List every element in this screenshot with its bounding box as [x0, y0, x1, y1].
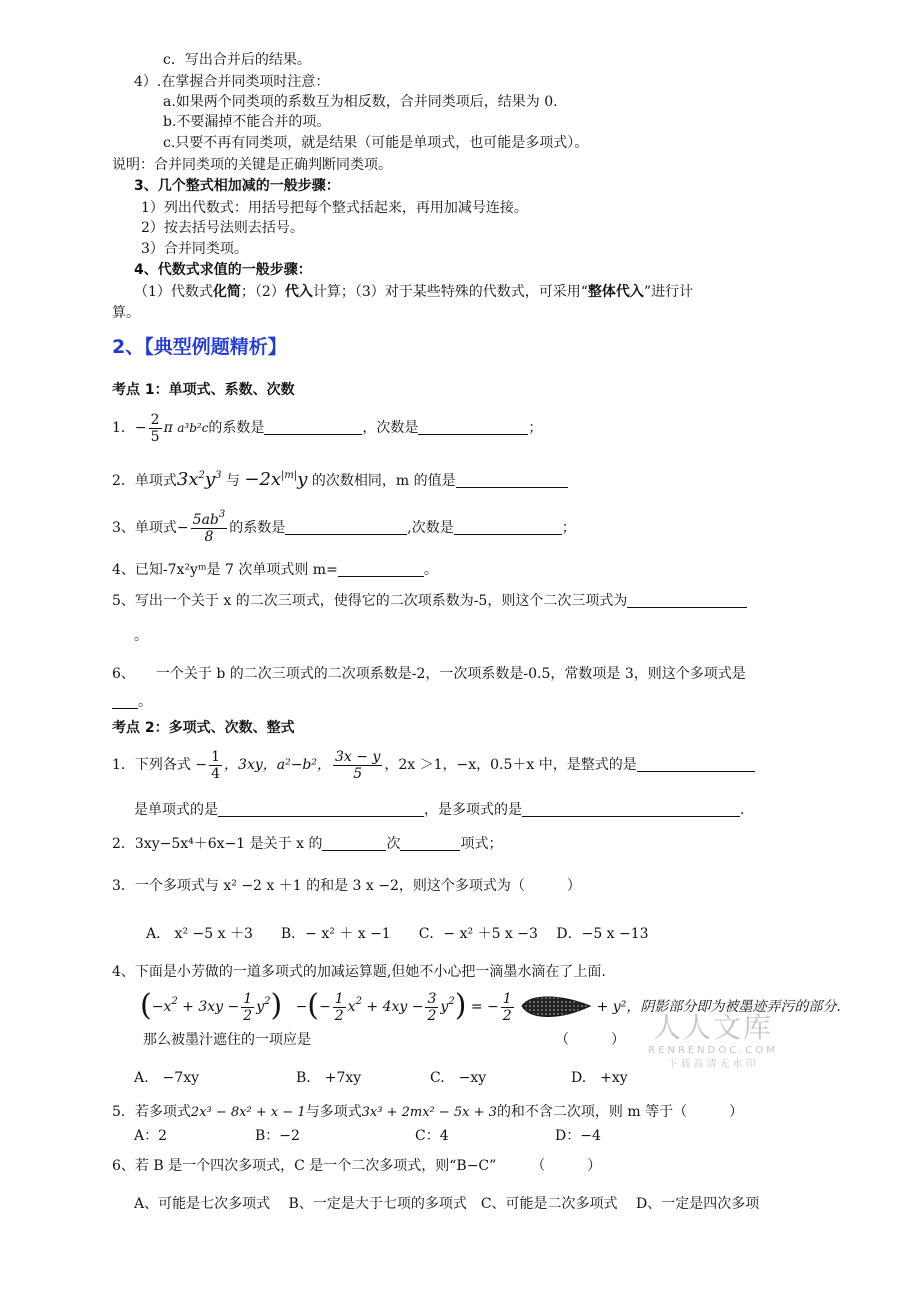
kp1-q5: [112, 591, 747, 611]
fraction: [501, 991, 514, 1024]
kp1-q4: [112, 560, 438, 580]
q-text: 1．下列各式: [112, 757, 191, 773]
q-num: 1．: [112, 420, 135, 436]
q-text: 3、单项式: [112, 520, 177, 536]
kp2-q4-option-a: A. −7xy: [134, 1070, 200, 1086]
rule-4-heading: 4）.在掌握合并同类项时注意：: [134, 74, 330, 90]
q-text: 5、写出一个关于 x 的二次三项式，使得它的二次项系数为-5，则这个二次三项式为: [112, 593, 628, 609]
section-2-title: 2、【典型例题精析】: [112, 336, 287, 358]
kp1-q5-end: 。: [134, 628, 148, 644]
kp2-title: 考点 2：多项式、次数、整式: [112, 720, 295, 736]
numerator: 3x − y: [335, 748, 381, 765]
note-text: 说明：合并同类项的关键是正确判断同类项。: [112, 157, 392, 173]
answer-blank[interactable]: [264, 420, 362, 435]
expr-part: = −: [466, 999, 499, 1015]
neg-sign: −: [176, 520, 189, 536]
kp2-q1-line2: [134, 800, 744, 820]
fraction: [241, 991, 254, 1024]
q-text: 的系数是: [208, 420, 265, 436]
answer-blank[interactable]: [285, 520, 407, 535]
pi-symbol: π: [163, 420, 173, 436]
q-text: 与: [225, 473, 240, 489]
poly-1: 2x³ − 8x² + x − 1: [190, 1105, 306, 1120]
rule-4c: c.只要不再有同类项，就是结果（可能是单项式，也可能是多项式）。: [163, 135, 589, 151]
kp2-q5: [112, 1102, 743, 1123]
paren-left: (: [140, 988, 152, 1023]
expr-part: $y^2$: [440, 996, 455, 1015]
step-c-text: c．写出合并后的结果。: [163, 52, 311, 68]
kp2-q3: 3．一个多项式与 x² −2 x ＋1 的和是 3 x −2，则这个多项式为（ ）: [112, 878, 581, 894]
kp2-q3-options: A． x² −5 x ＋3 B．− x² ＋ x −1 C．− x² ＋5 x −3 D．−5 x −13: [146, 926, 649, 942]
q-text: 4、已知-7x²yᵐ是 7 次单项式则 m=: [112, 562, 338, 578]
eval-d: 代入: [284, 284, 313, 300]
kp2-q5-option-b: B：−2: [255, 1128, 300, 1144]
kp1-q2: [112, 468, 568, 493]
fraction: [333, 991, 346, 1024]
kp2-q5-option-d: D：−4: [555, 1128, 601, 1144]
kp1-q6-end: [134, 692, 152, 712]
eval-g: ”进行计: [643, 284, 694, 300]
numerator: 1: [334, 990, 344, 1007]
numerator: 2: [150, 411, 160, 428]
watermark-subtitle: 下载高清无水印: [667, 1059, 759, 1070]
q-text: ,次数是: [407, 520, 454, 536]
kp2-q4: 4、下面是小芳做的一道多项式的加减运算题,但她不小心把一滴墨水滴在了上面.: [112, 964, 606, 980]
kp2-q4-option-d: D. +xy: [571, 1070, 628, 1086]
eval-e: 计算；（3）对于某些特殊的代数式，可采用“: [312, 284, 588, 300]
poly-2: 3x³ + 2mx² − 5x + 3: [361, 1105, 497, 1120]
step-3: 3）合并同类项。: [141, 241, 248, 257]
denominator: 8: [204, 528, 214, 545]
kp2-q6-options: A、可能是七次多项式 B、一定是大于七项的多项式 C、可能是二次多项式 D、一定是四次多项: [134, 1196, 760, 1212]
term: a³b²c: [177, 421, 209, 435]
q-text: 是单项式的是: [134, 802, 218, 818]
answer-blank[interactable]: [400, 836, 460, 851]
kp2-q5-option-a: A：2: [134, 1128, 168, 1144]
q-text: ，是多项式的是: [424, 802, 522, 818]
kp1-q1: [112, 408, 542, 448]
denominator: 5: [353, 765, 363, 782]
q-text: 与多项式: [305, 1104, 362, 1120]
q-text: 。: [138, 694, 152, 710]
heading-3: 3、几个整式相加减的一般步骤：: [134, 178, 340, 194]
rule-4b: b.不要漏掉不能合并的项。: [163, 114, 331, 130]
kp2-q1: [112, 745, 755, 785]
q-text: 。: [423, 562, 438, 578]
answer-blank[interactable]: [112, 694, 138, 709]
kp2-q4-option-c: C. −xy: [430, 1070, 487, 1086]
eval-b: 化简: [212, 284, 241, 300]
answer-blank[interactable]: [218, 802, 424, 817]
expr-minus: −: [295, 999, 308, 1015]
eval-steps: [134, 282, 693, 302]
q-text: ，3xy，a²−b²，: [224, 757, 332, 773]
q-text: 的次数相同，m 的值是: [311, 473, 456, 489]
expr-part: $x^2 + 4xy$ −: [347, 996, 424, 1015]
numerator: $5ab^3$: [192, 508, 226, 528]
q-text: 2．3xy−5x⁴＋6x−1 是关于 x 的: [112, 836, 323, 852]
q-text: ；: [561, 520, 576, 536]
numerator: 3: [427, 990, 437, 1007]
denominator: 2: [243, 1007, 253, 1024]
denominator: 5: [150, 428, 160, 445]
expr-tail: + y²，阴影部分即为被墨迹弄污的部分.: [596, 999, 841, 1015]
kp2-q2: [112, 834, 502, 854]
fraction: [191, 508, 228, 545]
numerator: 1: [502, 990, 512, 1007]
kp1-title: 考点 1：单项式、系数、次数: [112, 382, 295, 398]
q-text: 的系数是: [229, 520, 286, 536]
q-text: ；: [528, 420, 543, 436]
expr-part: −: [319, 999, 331, 1015]
step-2: 2）按去括号法则去括号。: [141, 220, 304, 236]
expr-part: $-x^2 + 3xy$ −: [151, 996, 240, 1015]
denominator: 2: [427, 1007, 437, 1024]
paren-left: (: [307, 988, 320, 1023]
kp2-q4-option-b: B. +7xy: [296, 1070, 362, 1086]
watermark-url: RENRENDOC.COM: [648, 1045, 778, 1056]
paren-right: ): [270, 988, 283, 1023]
eval-f: 整体代入: [587, 284, 644, 300]
neg-sign: −: [195, 757, 208, 773]
kp1-q3: [112, 508, 576, 548]
answer-blank[interactable]: [627, 593, 747, 608]
kp2-q5-option-c: C：4: [415, 1128, 449, 1144]
fraction: [149, 412, 162, 445]
q-text: .: [740, 802, 745, 818]
numerator: 1: [243, 990, 253, 1007]
fraction: [209, 749, 222, 782]
kp2-q6: 6、若 B 是一个四次多项式，C 是一个二次多项式，则“B−C” （ ）: [112, 1158, 602, 1174]
q-text: 的和不含二次项，则 m 等于（ ）: [496, 1104, 744, 1120]
term-2xmy: $-2x^{|m|}y$: [244, 469, 308, 490]
q-text: 次: [386, 836, 401, 852]
numerator: 1: [211, 748, 221, 765]
denominator: 2: [502, 1007, 512, 1024]
q-text: ，次数是: [362, 420, 419, 436]
watermark-title: 人人文库: [652, 1011, 773, 1044]
answer-blank[interactable]: [456, 473, 568, 488]
step-1: 1）列出代数式：用括号把每个整式括起来，再用加减号连接。: [141, 200, 528, 216]
heading-4: 4、代数式求值的一般步骤：: [134, 262, 312, 278]
eval-c: ；（2）: [240, 284, 285, 300]
fraction: [333, 749, 382, 782]
answer-blank[interactable]: [454, 520, 562, 535]
neg-sign: −: [134, 420, 147, 436]
denominator: 2: [334, 1007, 344, 1024]
answer-blank[interactable]: [522, 802, 740, 817]
kp2-q4-ask: 那么被墨汁遮住的一项应是: [143, 1032, 311, 1048]
denominator: 4: [211, 765, 221, 782]
q-text: 项式；: [460, 836, 503, 852]
expr-part: $y^2$: [256, 996, 271, 1015]
watermark: [648, 1012, 778, 1072]
answer-blank[interactable]: [418, 420, 528, 435]
q-text: 5．若多项式: [112, 1104, 191, 1120]
eval-a: （1）代数式: [134, 284, 213, 300]
term-3x2y3: $3x^2y^3$: [176, 469, 222, 490]
eval-tail: 算。: [112, 305, 140, 321]
answer-blank[interactable]: [322, 836, 386, 851]
ink-blot-icon: [520, 992, 592, 1022]
q-text: ，2x ＞1，−x，0.5＋x 中，是整式的是: [384, 757, 637, 773]
fraction: [425, 991, 438, 1024]
answer-blank[interactable]: [637, 757, 755, 772]
kp2-q4-paren: （ ）: [555, 1032, 625, 1048]
kp1-q6: 6、 一个关于 b 的二次三项式的二次项系数是-2，一次项系数是-0.5，常数项是 3，则这个多项式是: [112, 666, 746, 682]
answer-blank[interactable]: [338, 562, 424, 577]
q-text: 2．单项式: [112, 473, 177, 489]
rule-4a: a.如果两个同类项的系数互为相反数，合并同类项后，结果为 0.: [163, 94, 558, 110]
paren-right: ): [454, 988, 467, 1023]
